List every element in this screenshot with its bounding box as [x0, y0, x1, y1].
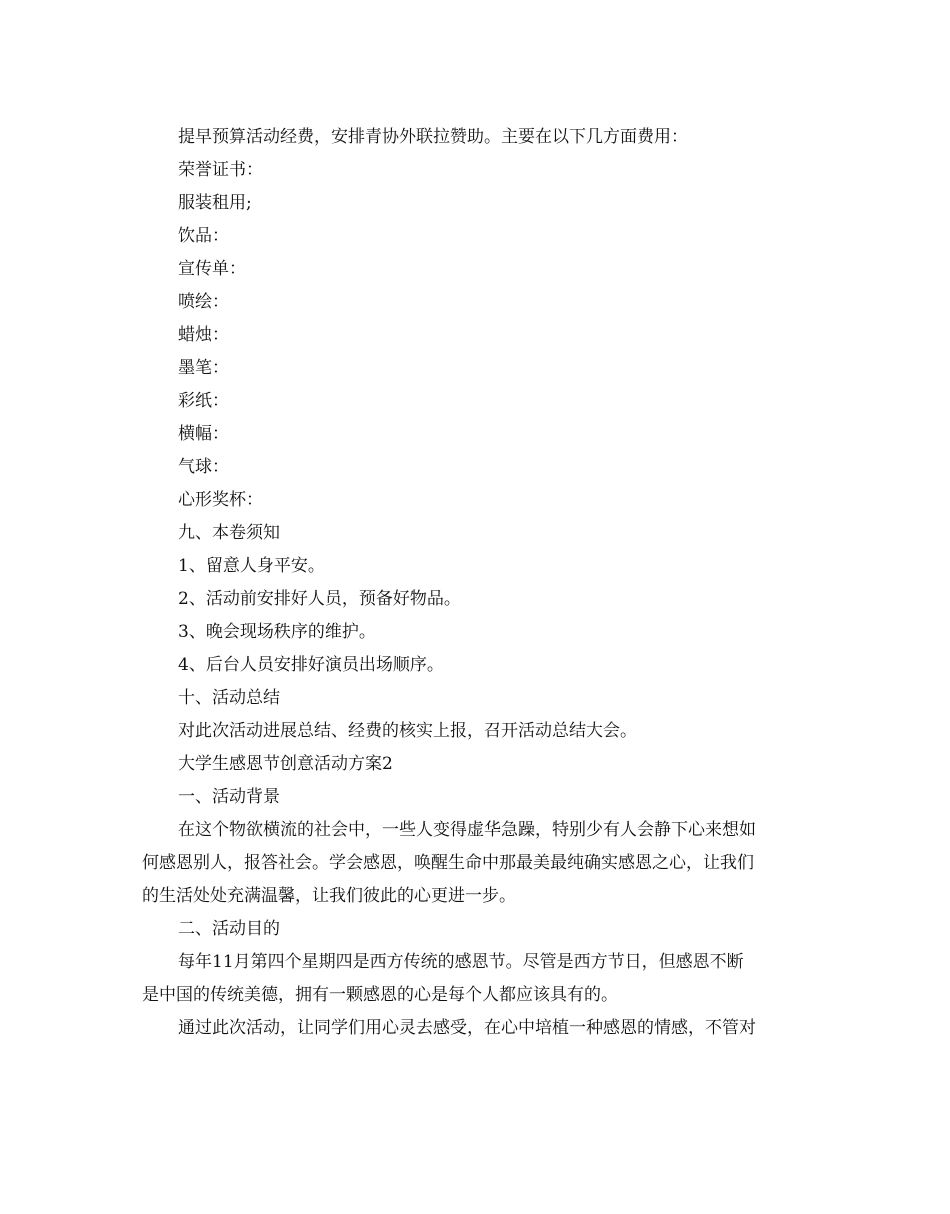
paragraph-background-line-1: 在这个物欲横流的社会中，一些人变得虚华急躁，特别少有人会静下心来想如	[178, 820, 756, 840]
section-heading-background: 一、活动背景	[178, 787, 280, 807]
list-item-candles: 蜡烛：	[178, 325, 229, 345]
paragraph-summary: 对此次活动进展总结、经费的核实上报，召开活动总结大会。	[178, 721, 637, 741]
list-item-balloons: 气球：	[178, 457, 229, 477]
note-item-4: 4、后台人员安排好演员出场顺序。	[178, 655, 444, 675]
section-heading-purpose: 二、活动目的	[178, 919, 280, 939]
paragraph-purpose-line-1: 每年11月第四个星期四是西方传统的感恩节。尽管是西方节日，但感恩不断	[178, 952, 744, 972]
section-heading-notes: 九、本卷须知	[178, 523, 280, 543]
paragraph-budget-intro: 提早预算活动经费，安排青协外联拉赞助。主要在以下几方面费用：	[178, 127, 688, 147]
note-item-2: 2、活动前安排好人员，预备好物品。	[178, 589, 461, 609]
list-item-spray-painting: 喷绘：	[178, 292, 229, 312]
list-item-heart-trophies: 心形奖杯：	[178, 490, 263, 510]
document-title-plan-2: 大学生感恩节创意活动方案2	[178, 754, 393, 774]
paragraph-purpose-line-3: 通过此次活动，让同学们用心灵去感受，在心中培植一种感恩的情感，不管对	[178, 1018, 756, 1038]
list-item-certificates: 荣誉证书：	[178, 160, 263, 180]
paragraph-background-line-3: 的生活处处充满温馨，让我们彼此的心更进一步。	[142, 886, 516, 906]
list-item-colored-paper: 彩纸：	[178, 391, 229, 411]
paragraph-purpose-line-2: 是中国的传统美德，拥有一颗感恩的心是每个人都应该具有的。	[142, 985, 618, 1005]
paragraph-background-line-2: 何感恩别人，报答社会。学会感恩，唤醒生命中那最美最纯确实感恩之心，让我们	[142, 853, 754, 873]
list-item-flyers: 宣传单：	[178, 259, 246, 279]
list-item-banners: 横幅：	[178, 424, 229, 444]
section-heading-summary: 十、活动总结	[178, 688, 280, 708]
note-item-3: 3、晚会现场秩序的维护。	[178, 622, 376, 642]
list-item-costume-rental: 服装租用;	[178, 193, 252, 213]
list-item-ink-pens: 墨笔：	[178, 358, 229, 378]
note-item-1: 1、留意人身平安。	[178, 556, 325, 576]
list-item-drinks: 饮品：	[178, 226, 229, 246]
